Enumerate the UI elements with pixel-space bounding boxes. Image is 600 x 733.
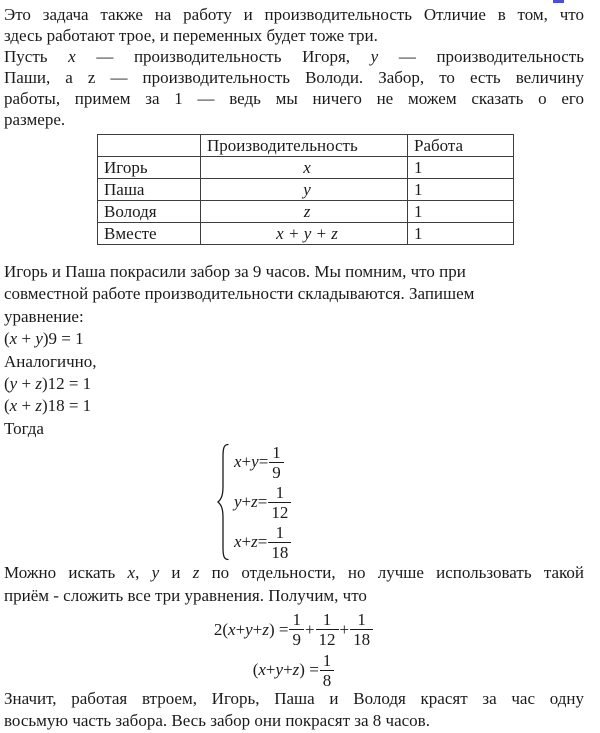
math-variable-z: z xyxy=(251,532,258,552)
text-run: по отдельности, но лучше использовать такой xyxy=(199,563,585,583)
row-name-cell: Паша xyxy=(98,179,201,201)
system-equation xyxy=(234,442,292,482)
row-name-cell: Игорь xyxy=(98,157,201,179)
row-work-cell: 1 xyxy=(408,223,514,245)
paragraph-conclusion xyxy=(4,688,584,733)
fraction-denominator: 12 xyxy=(271,502,289,522)
math-variable-x: x xyxy=(68,47,76,66)
math-variable-x: x xyxy=(228,619,236,639)
row-productivity-cell: x + y + z xyxy=(201,223,408,245)
math-run: ) = xyxy=(299,660,319,680)
math-variable-y: y xyxy=(151,563,160,583)
math-variable-x: x xyxy=(258,660,266,680)
math-variable-y: y xyxy=(275,660,284,680)
text-togda: Тогда xyxy=(4,418,44,438)
math-run: + xyxy=(241,452,252,472)
math-run: = xyxy=(257,492,268,512)
math-run: + xyxy=(265,660,276,680)
math-run: = xyxy=(258,452,269,472)
math-run: + xyxy=(252,619,263,639)
equation-result xyxy=(4,652,584,688)
fraction xyxy=(350,610,373,649)
fraction xyxy=(269,443,284,482)
text-analogichno: Аналогично, xyxy=(4,351,97,371)
math-variable-y: y xyxy=(370,47,379,66)
math-variable-y: y xyxy=(9,374,18,394)
fraction-denominator: 18 xyxy=(353,630,371,650)
math-variable-z: z xyxy=(262,619,269,639)
paragraph-equation-setup xyxy=(4,261,584,328)
text-line: размере. xyxy=(4,110,66,129)
math-variable-x: x xyxy=(9,329,18,349)
math-run: )9 = 1 xyxy=(42,329,84,349)
text-run: , xyxy=(135,563,152,583)
equation-yz-12 xyxy=(4,373,584,395)
text-run: и xyxy=(159,563,193,583)
text-line: Паши, а z — производительность Володи. Забор, то есть величину xyxy=(4,68,584,87)
equation-system xyxy=(216,442,584,562)
fraction-numerator: 1 xyxy=(268,523,291,543)
math-run: + xyxy=(17,374,36,394)
left-brace-icon xyxy=(216,443,230,561)
math-run: = xyxy=(257,532,268,552)
table-row xyxy=(98,201,514,223)
row-productivity-cell: z xyxy=(201,201,408,223)
math-run: )12 = 1 xyxy=(41,374,92,394)
row-name-cell: Вместе xyxy=(98,223,201,245)
fraction-numerator: 1 xyxy=(269,443,284,463)
math-variable-x: x xyxy=(234,532,242,552)
math-run: + xyxy=(283,660,293,680)
text-run: — производительность Игоря, xyxy=(75,47,371,66)
table-row xyxy=(98,223,514,245)
math-variable-y: y xyxy=(234,492,242,512)
equation-xz-18 xyxy=(4,395,584,417)
math-run: ( xyxy=(4,329,10,349)
paragraph-method xyxy=(4,562,584,607)
table-header-row xyxy=(98,135,514,157)
math-variable-z: z xyxy=(35,374,42,394)
text-line xyxy=(4,46,584,67)
math-run: 2( xyxy=(213,619,229,639)
text-line: уравнение: xyxy=(4,306,84,326)
fraction-numerator: 1 xyxy=(316,610,339,630)
fraction-denominator: 12 xyxy=(318,630,336,650)
equation-xy-9 xyxy=(4,328,584,350)
text-line: Это задача также на работу и производительность Отличие в том, что xyxy=(4,5,584,24)
fraction xyxy=(268,483,291,522)
math-variable-z: z xyxy=(292,660,300,680)
math-variable-z: z xyxy=(192,563,200,583)
system-equation xyxy=(234,522,292,562)
fraction xyxy=(289,610,304,649)
fraction-numerator: 1 xyxy=(268,483,291,503)
fraction-denominator: 9 xyxy=(272,462,281,482)
fraction xyxy=(316,610,339,649)
row-work-cell: 1 xyxy=(408,157,514,179)
header-empty-cell xyxy=(98,135,201,157)
fraction xyxy=(320,651,335,690)
row-productivity-cell: x xyxy=(201,157,408,179)
table-row xyxy=(98,157,514,179)
fraction-numerator: 1 xyxy=(320,651,335,671)
text-run: — производительность xyxy=(378,47,584,66)
text-line: работы, примем за 1 — ведь мы ничего не можем сказать о его xyxy=(4,89,584,108)
math-run: + xyxy=(339,619,350,639)
fraction-numerator: 1 xyxy=(350,610,373,630)
math-run: + xyxy=(241,532,252,552)
math-variable-z: z xyxy=(251,492,258,512)
header-productivity: Производительность xyxy=(201,135,408,157)
math-run: + xyxy=(235,619,246,639)
system-equation xyxy=(234,482,292,522)
header-work: Работа xyxy=(408,135,514,157)
fraction-denominator: 9 xyxy=(292,630,301,650)
math-run: + xyxy=(17,396,36,416)
row-work-cell: 1 xyxy=(408,201,514,223)
productivity-table xyxy=(97,134,514,245)
equation-sum xyxy=(4,607,584,652)
blue-artifact-fragment xyxy=(553,0,564,3)
math-run: + xyxy=(241,492,252,512)
text-run: Можно искать xyxy=(4,563,128,583)
text-line: восьмую часть забора. Весь забор они покрасят за 8 часов. xyxy=(4,711,430,731)
paragraph-variables xyxy=(4,46,584,130)
row-productivity-cell: y xyxy=(201,179,408,201)
fraction-denominator: 18 xyxy=(271,542,289,562)
math-variable-x: x xyxy=(234,452,242,472)
math-run: )18 = 1 xyxy=(41,396,92,416)
math-run: ( xyxy=(252,660,259,680)
fraction-denominator: 8 xyxy=(322,670,332,690)
text-line: здесь работают трое, и переменных будет тоже три. xyxy=(4,26,378,45)
fraction-numerator: 1 xyxy=(289,610,304,630)
math-variable-x: x xyxy=(127,563,136,583)
row-work-cell: 1 xyxy=(408,179,514,201)
text-line: совместной работе производительности складываются. Запишем xyxy=(4,284,475,304)
system-rows xyxy=(234,442,292,562)
math-run: ( xyxy=(4,396,10,416)
math-variable-x: x xyxy=(9,396,18,416)
math-run: ( xyxy=(4,374,10,394)
math-variable-z: z xyxy=(35,396,42,416)
fraction xyxy=(268,523,291,562)
math-run: + xyxy=(304,619,315,639)
text-line: приём - сложить все три уравнения. Получим, что xyxy=(4,585,367,605)
row-name-cell: Володя xyxy=(98,201,201,223)
math-variable-y: y xyxy=(245,619,253,639)
math-run: + xyxy=(17,329,36,349)
math-run: ) = xyxy=(268,619,289,639)
math-variable-y: y xyxy=(251,452,259,472)
table-row xyxy=(98,179,514,201)
text-line: Игорь и Паша покрасили забор за 9 часов. Мы помним, что при xyxy=(4,262,466,281)
math-variable-y: y xyxy=(35,329,43,349)
text-line: Значит, работая втроем, Игорь, Паша и Володя красят за час одну xyxy=(4,689,584,709)
text-line xyxy=(4,562,584,584)
paragraph-intro xyxy=(4,4,584,46)
text-run: Пусть xyxy=(4,47,69,66)
